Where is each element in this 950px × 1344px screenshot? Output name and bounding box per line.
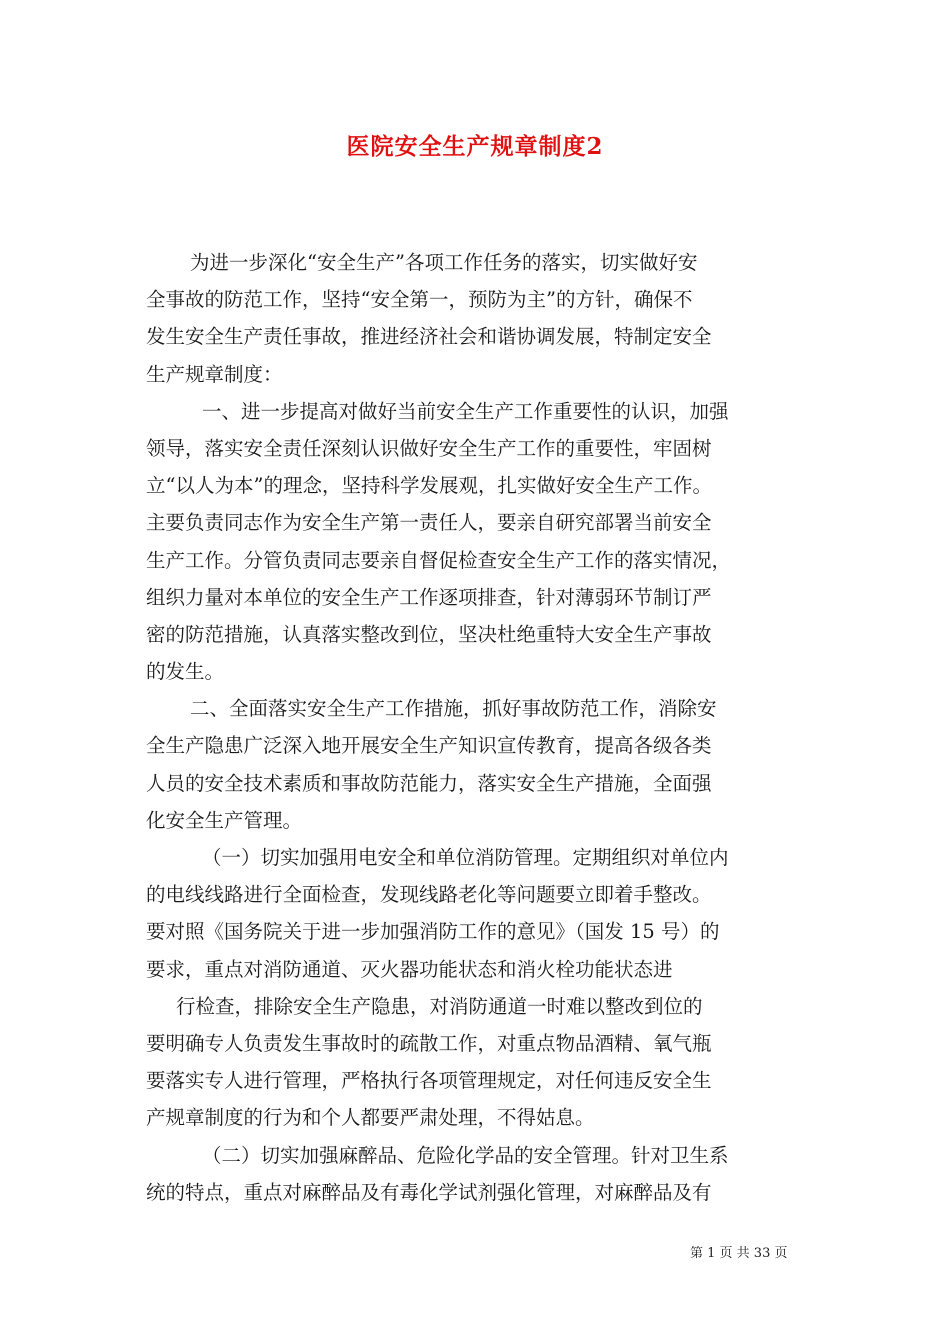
- text-line: 统的特点，重点对麻醉品及有毒化学试剂强化管理，对麻醉品及有: [146, 1180, 712, 1204]
- text-line: 密的防范措施，认真落实整改到位，坚决杜绝重特大安全生产事故: [146, 622, 712, 646]
- document-body: [146, 244, 818, 1211]
- text-line: 生产工作。分管负责同志要亲自督促检查安全生产工作的落实情况，: [146, 548, 732, 572]
- text-line: 全生产隐患广泛深入地开展安全生产知识宣传教育，提高各级各类: [146, 734, 712, 758]
- text-line: 立“以人为本”的理念，坚持科学发展观，扎实做好安全生产工作。: [146, 474, 712, 498]
- text-line: 一、进一步提高对做好当前安全生产工作重要性的认识，加强: [202, 399, 729, 423]
- text-line: 人员的安全技术素质和事故防范能力，落实安全生产措施，全面强: [146, 771, 712, 795]
- text-line: 的电线线路进行全面检查，发现线路老化等问题要立即着手整改。: [146, 883, 712, 907]
- text-line: 产规章制度的行为和个人都要严肃处理，不得姑息。: [146, 1106, 595, 1130]
- text-line: 领导，落实安全责任深刻认识做好安全生产工作的重要性，牢固树: [146, 436, 712, 460]
- text-line: （二）切实加强麻醉品、危险化学品的安全管理。针对卫生系: [202, 1143, 729, 1167]
- text-line: （一）切实加强用电安全和单位消防管理。定期组织对单位内: [202, 846, 729, 869]
- text-line: 为进一步深化“安全生产”各项工作任务的落实，切实做好安: [190, 251, 698, 274]
- text-line: 行检查，排除安全生产隐患，对消防通道一时难以整改到位的: [176, 994, 703, 1018]
- text-line: 二、全面落实安全生产工作措施，抓好事故防范工作，消除安: [190, 697, 717, 721]
- text-line: 要落实专人进行管理，严格执行各项管理规定，对任何违反安全生: [146, 1069, 712, 1093]
- text-line: 生产规章制度：: [146, 362, 283, 386]
- page-footer: 第 1 页 共 33 页: [690, 1246, 788, 1261]
- text-line: 要对照《国务院关于进一步加强消防工作的意见》（国发 15 号）的: [146, 920, 720, 944]
- text-line: 要明确专人负责发生事故时的疏散工作，对重点物品酒精、氧气瓶: [146, 1031, 712, 1055]
- text-line: 要求，重点对消防通道、灭火器功能状态和消火栓功能状态进: [146, 957, 673, 981]
- text-line: 主要负责同志作为安全生产第一责任人，要亲自研究部署当前安全: [146, 511, 712, 535]
- text-line: 全事故的防范工作，坚持“安全第一，预防为主”的方针，确保不: [146, 288, 693, 312]
- text-line: 的发生。: [146, 660, 225, 684]
- document-title: 医院安全生产规章制度2: [346, 133, 604, 160]
- text-line: 发生安全生产责任事故，推进经济社会和谐协调发展，特制定安全: [146, 325, 712, 349]
- text-line: 化安全生产管理。: [146, 808, 303, 832]
- text-line: 组织力量对本单位的安全生产工作逐项排查，针对薄弱环节制订严: [146, 585, 712, 609]
